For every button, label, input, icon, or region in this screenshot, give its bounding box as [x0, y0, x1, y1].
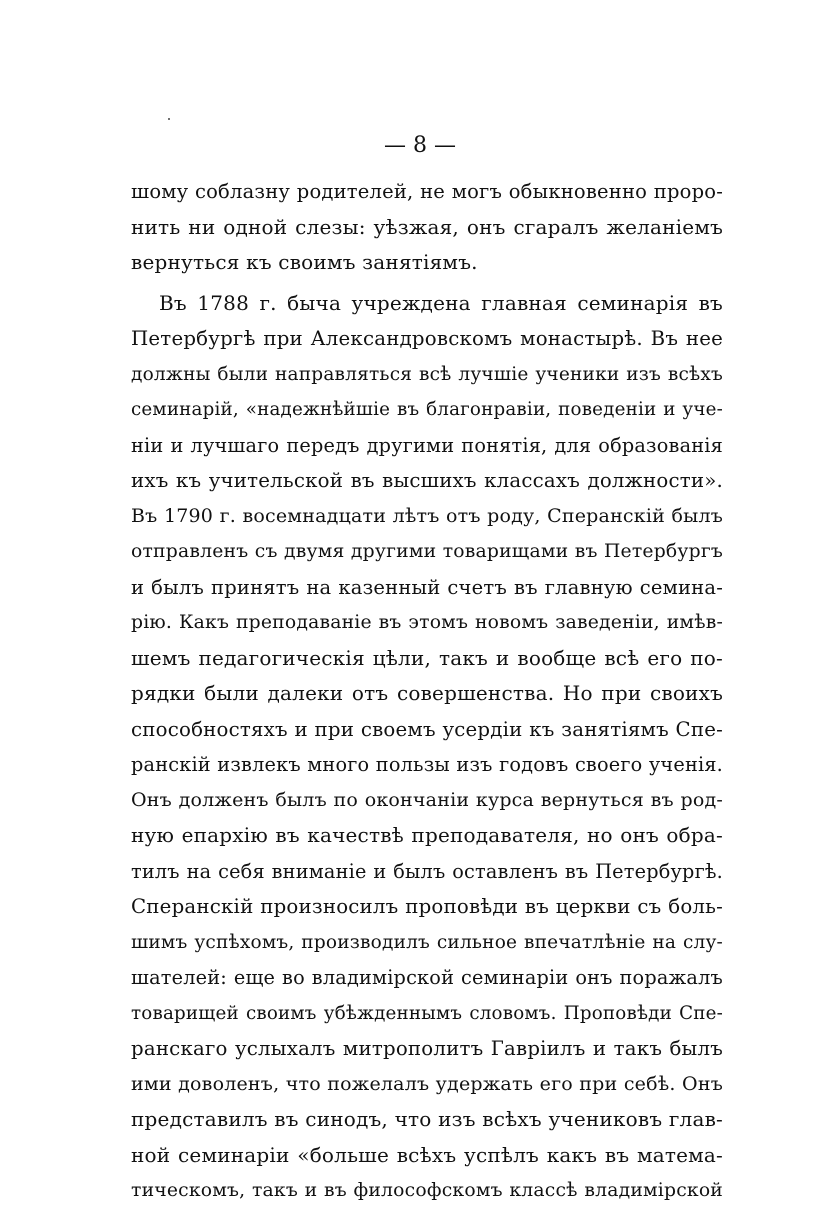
text-line: представилъ въ синодъ, что изъ всѣхъ учениковъ глав-: [131, 1107, 723, 1131]
text-line: тилъ на себя вниманіе и былъ оставленъ въ Петербургѣ.: [131, 859, 723, 883]
text-line: Въ 1790 г. восемнадцати лѣтъ отъ роду, Сперанскій былъ: [131, 504, 723, 527]
text-line: Онъ долженъ былъ по окончаніи курса вернуться въ род-: [131, 788, 723, 811]
print-speck: [168, 118, 170, 120]
page-number: — 8 —: [384, 133, 456, 158]
text-line: ніи и лучшаго передъ другими понятія, для образованія: [131, 433, 723, 457]
text-line: шому соблазну родителей, не могъ обыкновенно проро-: [131, 180, 723, 203]
body-text: [131, 174, 723, 1209]
text-line: рію. Какъ преподаваніе въ этомъ новомъ заведеніи, имѣв-: [131, 612, 723, 633]
text-line: рядки были далеки отъ совершенства. Но при своихъ: [131, 681, 723, 705]
text-line: должны были направляться всѣ лучшіе ученики изъ всѣхъ: [131, 363, 723, 385]
text-line: способностяхъ и при своемъ усердіи къ занятіямъ Спе-: [131, 717, 723, 741]
text-line: Петербургѣ при Александровскомъ монастырѣ. Въ нее: [131, 327, 723, 350]
text-line: шателей: еще во владимірской семинаріи онъ поражалъ: [131, 966, 723, 989]
text-line: Сперанскій произносилъ проповѣди въ церкви съ боль-: [131, 895, 723, 918]
text-line: семинарій, «надежнѣйшіе въ благонравіи, поведеніи и уче-: [131, 399, 723, 420]
text-line: ной семинаріи «больше всѣхъ успѣлъ какъ въ матема-: [131, 1142, 723, 1167]
text-line: ранскій извлекъ много пользы изъ годовъ своего ученія.: [131, 753, 723, 776]
text-line: шимъ успѣхомъ, производилъ сильное впечатлѣніе на слу-: [131, 931, 723, 953]
text-line: ихъ къ учительской въ высшихъ классахъ должности».: [131, 469, 723, 492]
text-line: отправленъ съ двумя другими товарищами въ Петербургъ: [131, 541, 723, 562]
text-line: и былъ принятъ на казенный счетъ въ главную семина-: [131, 575, 723, 599]
text-line: тическомъ, такъ и въ философскомъ классѣ владимірской: [131, 1180, 723, 1201]
text-line: нить ни одной слезы: уѣзжая, онъ сгаралъ желаніемъ: [131, 214, 723, 239]
text-line: ную епархію въ качествѣ преподавателя, но онъ обра-: [131, 823, 723, 847]
text-line: ими доволенъ, что пожелалъ удержать его при себѣ. Онъ: [131, 1072, 723, 1095]
text-line: ранскаго услыхалъ митрополитъ Гавріилъ и такъ былъ: [131, 1037, 723, 1060]
text-line: Въ 1788 г. быча учреждена главная семинарія въ: [159, 290, 723, 315]
text-line: товарищей своимъ убѣжденнымъ словомъ. Проповѣди Спе-: [131, 1002, 723, 1024]
text-line: шемъ педагогическія цѣли, такъ и вообще всѣ его по-: [131, 645, 723, 670]
text-line: вернуться къ своимъ занятіямъ.: [131, 250, 478, 274]
